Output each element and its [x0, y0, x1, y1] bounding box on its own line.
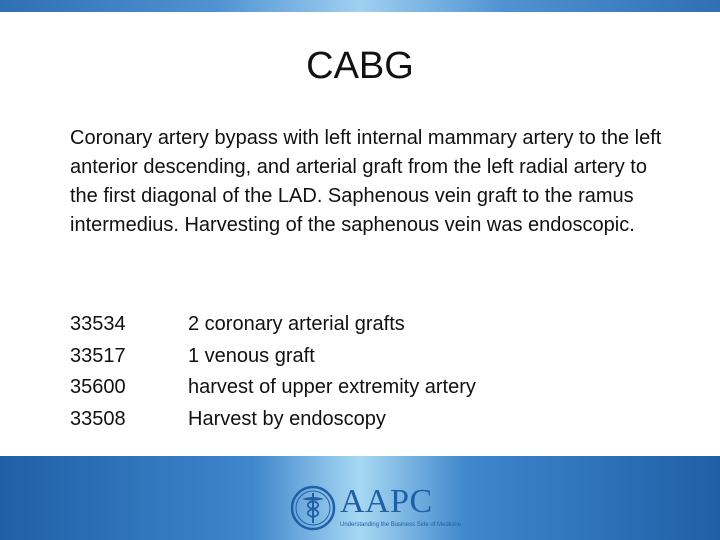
logo-wordmark: AAPC: [340, 483, 433, 520]
aapc-logo: [286, 483, 462, 537]
code-number: 33534: [70, 313, 126, 335]
code-row: [70, 341, 670, 373]
code-row: [70, 404, 670, 436]
code-description: 2 coronary arterial grafts: [188, 313, 405, 335]
slide-body-text: Coronary artery bypass with left internal mammary artery to the left anterior descending, and arterial graft from the left radial artery to the first diagonal of the LAD. Saphenous vein graft to the ramus intermedius. Harvesting of the saphenous vein was endoscopic.: [70, 127, 662, 236]
code-description: Harvest by endoscopy: [188, 407, 386, 430]
code-row: [70, 372, 670, 404]
code-row: [70, 309, 670, 341]
code-description: harvest of upper extremity artery: [188, 376, 476, 398]
code-list: [70, 309, 670, 435]
code-number: 33517: [70, 344, 126, 367]
slide-title: CABG: [306, 45, 414, 87]
logo-tagline: Understanding the Business Side of Medicine: [340, 522, 462, 528]
top-accent-bar: [0, 0, 720, 12]
code-number: 35600: [70, 376, 126, 398]
code-number: 33508: [70, 407, 126, 430]
caduceus-icon: [290, 485, 336, 531]
code-description: 1 venous graft: [188, 344, 315, 367]
